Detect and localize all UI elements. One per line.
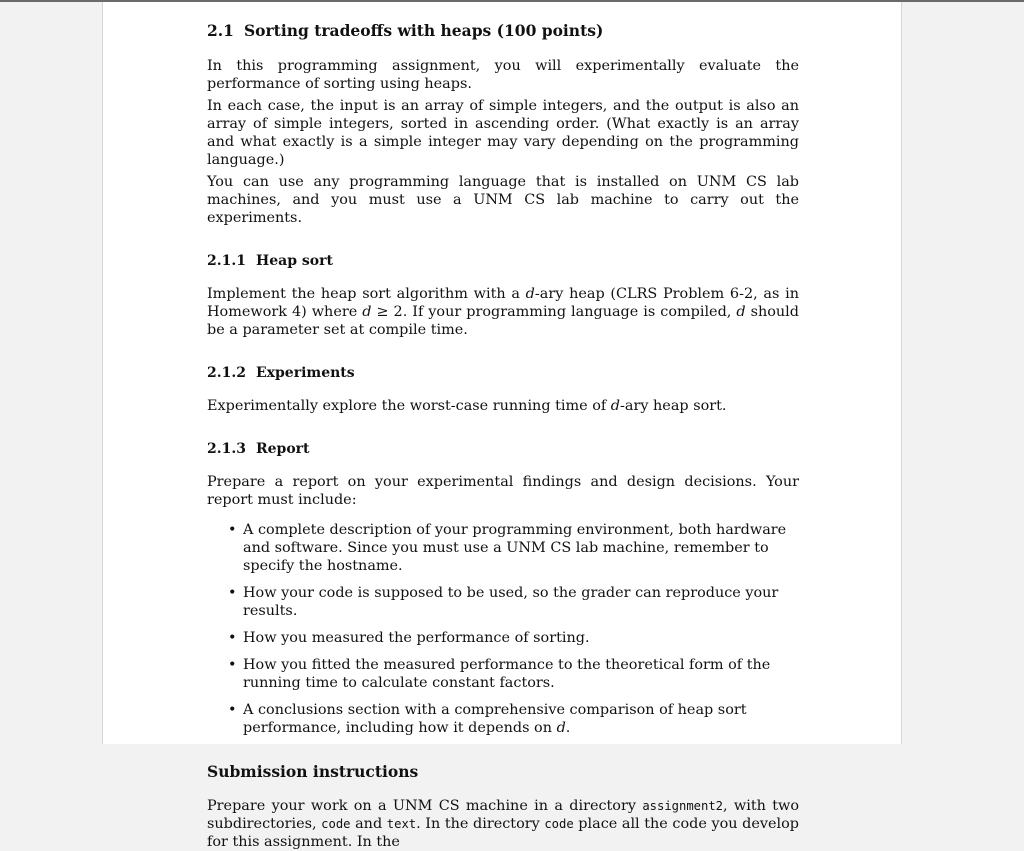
- page-content: [207, 20, 799, 851]
- submission-text-4: . In the directory: [416, 816, 545, 832]
- heapsort-text-1: Implement the heap sort algorithm with a: [207, 286, 526, 302]
- report-heading: [207, 439, 799, 459]
- document-page: [102, 2, 902, 850]
- code-subdir: code: [544, 817, 574, 831]
- report-bullet: • How your code is supposed to be used, so the grader can reproduce your results.: [207, 584, 799, 620]
- heapsort-title: Heap sort: [255, 253, 333, 269]
- report-title: Report: [255, 441, 310, 457]
- math-d: d: [362, 304, 372, 320]
- experiments-paragraph: [207, 397, 799, 415]
- experiments-heading: [207, 363, 799, 383]
- math-d: d: [610, 398, 621, 414]
- math-d: d: [556, 720, 566, 736]
- heapsort-text-4: should be a parameter set at compile time.: [207, 304, 799, 338]
- last-bullet-end: .: [565, 720, 571, 736]
- intro-paragraph-3: You can use any programming language that is installed on UNM CS lab machines, and you must use a UNM CS lab machine to carry out the experiments.: [207, 174, 799, 226]
- submission-text-2: , with two subdirectories,: [207, 798, 799, 832]
- heapsort-paragraph: [207, 285, 799, 339]
- submission-paragraph: [207, 797, 799, 851]
- report-number: 2.1.3: [207, 441, 246, 457]
- report-bullet-list: [207, 521, 799, 737]
- report-bullet: • A complete description of your programming environment, both hardware and software. Since you must use a UNM CS lab machine, remember to specify the hostname.: [207, 521, 799, 575]
- submission-text-1: Prepare your work on a UNM CS machine in a directory: [207, 798, 643, 814]
- submission-heading: Submission instructions: [207, 762, 419, 781]
- intro-paragraph-1: In this programming assignment, you will experimentally evaluate the performance of sorting using heaps.: [207, 58, 799, 92]
- experiments-title: Experiments: [255, 365, 355, 381]
- report-bullet: [207, 701, 799, 737]
- experiments-text-1: Experimentally explore the worst-case running time of: [207, 398, 611, 414]
- report-bullet: • How you fitted the measured performance to the theoretical form of the running time to calculate constant factors.: [207, 656, 799, 692]
- text-subdir: text: [386, 817, 417, 831]
- math-d: d: [525, 286, 535, 302]
- section-heading: [207, 20, 799, 42]
- section-number: 2.1: [207, 21, 234, 40]
- submission-text-5: place all the code you develop for this assignment. In the: [207, 816, 799, 850]
- heapsort-number: 2.1.1: [207, 253, 246, 269]
- experiments-number: 2.1.2: [207, 365, 246, 381]
- section-title: Sorting tradeoffs with heaps (100 points): [243, 21, 604, 40]
- intro-paragraph-2: In each case, the input is an array of simple integers, and the output is also an array of simple integers, sorted in ascending order. (What exactly is an array and what exactly is a simple integer may vary depending on the programming language.): [207, 98, 799, 168]
- heapsort-text-2: -ary heap (CLRS Problem 6-2, as in Homework 4) where: [207, 286, 799, 320]
- math-d: d: [736, 304, 746, 320]
- submission-text-3: and: [350, 816, 387, 832]
- report-intro: Prepare a report on your experimental findings and design decisions. Your report must include:: [207, 474, 799, 508]
- code-dir: assignment2: [642, 799, 724, 813]
- report-bullet: • How you measured the performance of sorting.: [207, 629, 799, 647]
- heapsort-heading: [207, 251, 799, 271]
- last-bullet-text: A conclusions section with a comprehensive comparison of heap sort performance, including how it depends on: [243, 702, 747, 736]
- code-subdir: code: [321, 817, 351, 831]
- heapsort-text-3: ≥ 2. If your programming language is compiled,: [371, 304, 737, 320]
- experiments-text-2: -ary heap sort.: [620, 398, 727, 414]
